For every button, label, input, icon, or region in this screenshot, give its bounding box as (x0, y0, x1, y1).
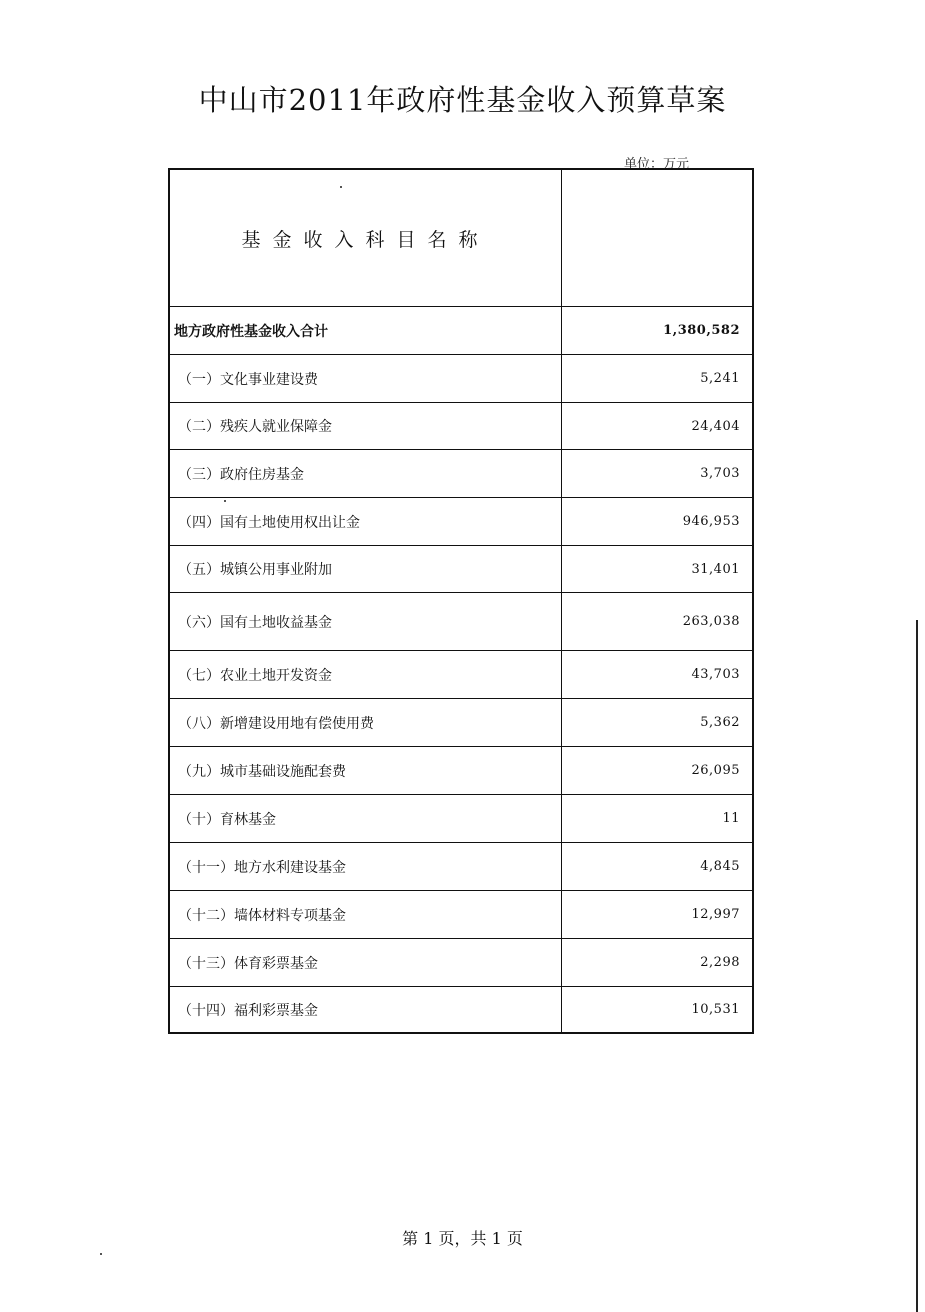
header-name-cell: 基金收入科目名称 (170, 170, 562, 306)
row-value-cell: 26,095 (691, 763, 740, 778)
table-row (170, 402, 752, 449)
table-row (170, 842, 752, 890)
row-name-cell: （五）城镇公用事业附加 (170, 546, 562, 592)
table-row (170, 890, 752, 938)
total-value-cell: 1,380,582 (663, 323, 740, 338)
row-name-cell: （四）国有土地使用权出让金 (170, 498, 562, 545)
row-name-cell: （六）国有土地收益基金 (170, 593, 562, 650)
table-row (170, 592, 752, 650)
table-row (170, 497, 752, 545)
document-title: 中山市2011年政府性基金收入预算草案 (198, 83, 727, 117)
row-value-cell: 4,845 (700, 859, 740, 874)
table-row (170, 354, 752, 402)
scan-speck (224, 500, 226, 502)
row-value-cell: 43,703 (691, 667, 740, 682)
row-value-cell: 24,404 (691, 418, 740, 434)
table-row (170, 545, 752, 592)
table-row (170, 449, 752, 497)
row-name-cell: （八）新增建设用地有偿使用费 (170, 699, 562, 746)
row-name-cell: （九）城市基础设施配套费 (170, 747, 562, 794)
row-value-cell: 12,997 (691, 907, 740, 922)
table-header-row (170, 170, 752, 306)
unit-label: 单位：万元 (624, 157, 690, 172)
row-name-cell: （一）文化事业建设费 (170, 355, 562, 402)
table-row (170, 746, 752, 794)
row-value-cell: 2,298 (700, 955, 740, 970)
row-name-cell: （十）育林基金 (170, 795, 562, 842)
total-name-cell: 地方政府性基金收入合计 (170, 307, 562, 354)
row-value-cell: 31,401 (691, 561, 740, 577)
row-name-cell: （十一）地方水利建设基金 (170, 843, 562, 890)
scan-speck (340, 186, 342, 188)
row-name-cell: （十二）墙体材料专项基金 (170, 891, 562, 938)
scan-edge-line (916, 620, 918, 1312)
row-name-cell: （三）政府住房基金 (170, 450, 562, 497)
table-row (170, 650, 752, 698)
page-footer: 第 1 页，共 1 页 (402, 1229, 523, 1248)
header-value-cell (562, 170, 752, 306)
row-name-cell: （十四）福利彩票基金 (170, 987, 562, 1032)
row-value-cell: 946,953 (682, 514, 740, 529)
row-name-cell: （十三）体育彩票基金 (170, 939, 562, 986)
row-value-cell: 263,038 (682, 614, 740, 629)
scan-speck (100, 1253, 102, 1255)
table-row (170, 698, 752, 746)
row-value-cell: 10,531 (691, 1002, 740, 1017)
table-row (170, 986, 752, 1032)
table-row (170, 938, 752, 986)
row-value-cell: 11 (722, 811, 740, 826)
row-value-cell: 5,362 (700, 715, 740, 730)
row-value-cell: 5,241 (700, 371, 740, 386)
row-value-cell: 3,703 (700, 466, 740, 481)
budget-table (168, 168, 754, 1034)
row-name-cell: （二）残疾人就业保障金 (170, 403, 562, 449)
total-row (170, 306, 752, 354)
table-row (170, 794, 752, 842)
row-name-cell: （七）农业土地开发资金 (170, 651, 562, 698)
